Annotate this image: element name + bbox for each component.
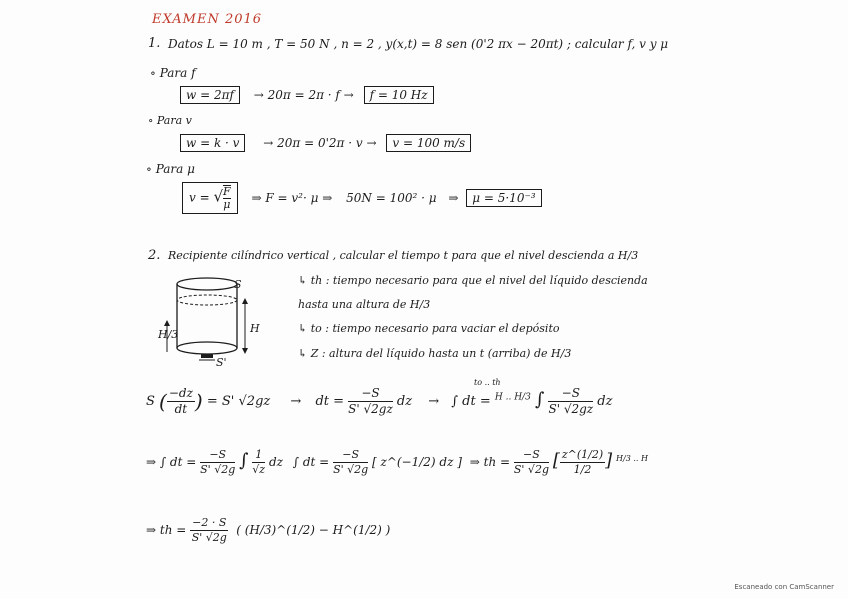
eq-f-box: w = 2πf [180, 86, 240, 104]
eq1-int-right-lims: H .. H/3 [494, 392, 531, 403]
eq3-lhs: ⇒ th = [146, 523, 187, 537]
note-z: ↳ Z : altura del líquido hasta un t (arriba) de H/3 [298, 347, 572, 360]
q1-statement: Datos L = 10 m , T = 50 N , n = 2 , y(x,t) = 8 sen (0'2 πx − 20πt) ; calcular f, v y μ [168, 37, 669, 51]
eq2-int: ∫ [239, 450, 249, 471]
eq1-frac-num: −dz [168, 386, 193, 400]
eq2-text1: ⇒ ∫ dt = [146, 455, 197, 469]
eq1-frac2-num: −S [348, 386, 393, 402]
eq-f-row [180, 86, 434, 104]
eq2-frac5-num: z^(1/2) [561, 448, 604, 461]
eq1-frac3-den: S' √2gz [548, 402, 594, 416]
eq1-row: S ( $\frac{-dz}{dt}$ ) = S' √2gz → dt = $\frac{-S}{S' √2gz}$ dz → ∫ dt = $^{H .. H/3}$ ∫ $\frac{-S}{S' √2gz}$ dz [146, 386, 613, 416]
tank-diagram [155, 270, 275, 370]
exam-title: EXAMEN 2016 [152, 12, 263, 27]
eq3-row [146, 516, 390, 545]
eq-mu-row [182, 182, 542, 214]
eq-v-row [180, 134, 471, 152]
eq1-arrow2: → [428, 394, 440, 409]
eq-mu-box-left: v = [189, 190, 210, 205]
eq-v-box: w = k · v [180, 134, 245, 152]
eq-mu-mid1: ⇒ F = v²· μ ⇒ [251, 190, 333, 205]
eq2-arrow: ⇒ th = [469, 455, 511, 469]
eq-f-result: f = 10 Hz [364, 86, 434, 104]
eq2-dz: dz [268, 455, 283, 469]
eq1-lhs: S [146, 394, 155, 409]
eq1-rhs: = S' √2gz [206, 394, 271, 409]
eq1-arrow: → [290, 394, 302, 409]
q1-para-f: ∘ Para f [150, 66, 196, 80]
eq2-frac2-den: √z [252, 463, 266, 476]
q1-para-mu: ∘ Para μ [146, 162, 195, 176]
eq1-frac2-den: S' √2gz [348, 402, 393, 416]
eq1-int-left: ∫ dt = [451, 394, 491, 409]
eq-mu-mid2: 50N = 100² · μ [346, 190, 437, 205]
note-to: ↳ to : tiempo necesario para vaciar el depósito [298, 322, 560, 335]
note-th: ↳ th : tiempo necesario para que el nivel del líquido descienda [298, 274, 648, 287]
eq1-frac-den: dt [174, 402, 188, 416]
tank-label-h3: H/3 [158, 328, 179, 341]
q2-number: 2. [148, 248, 161, 263]
note-th-cont: hasta una altura de H/3 [298, 298, 431, 311]
eq-v-result: v = 100 m/s [386, 134, 471, 152]
q1-para-v: ∘ Para v [148, 114, 192, 127]
eq2-frac1-num: −S [200, 448, 235, 463]
scanner-watermark: Escaneado con CamScanner [734, 583, 834, 591]
eq2-frac4-den: S' √2g [513, 463, 549, 476]
eq2-frac2-num: 1 [252, 448, 265, 463]
tank-label-s1: S' [216, 356, 227, 369]
eq2-frac3-den: S' √2g [333, 463, 369, 476]
eq-f-mid: → 20π = 2π · f → [253, 88, 354, 102]
eq-mu-arrow: ⇒ [448, 190, 459, 205]
q1-number: 1. [148, 36, 161, 51]
tank-label-H: H [250, 322, 260, 335]
eq3-rhs: ( (H/3)^(1/2) − H^(1/2) ) [236, 523, 391, 537]
eq2-frac5-den: 1/2 [573, 463, 592, 476]
eq2-frac4-num: −S [514, 448, 549, 463]
eq-mu-frac-den: μ [223, 198, 231, 211]
eq1-dz2: dz [597, 394, 613, 409]
q2-statement: Recipiente cilíndrico vertical , calcular el tiempo t para que el nivel descienda a H/3 [168, 249, 639, 262]
eq1-frac3-num: −S [548, 386, 593, 402]
eq2-int3: ∫ dt = [292, 455, 330, 469]
eq2-frac3-num: −S [333, 448, 368, 463]
eq-v-mid: → 20π = 0'2π · v → [263, 136, 377, 150]
eq1-dz: dz [396, 394, 413, 409]
eq2-bracket: [ z^(−1/2) dz ] [372, 455, 462, 469]
eq-mu-box: v = √ $\frac{F}{\mu}$ [182, 182, 238, 214]
tank-label-s: S [234, 278, 242, 291]
eq-mu-frac-num: F [223, 185, 231, 198]
eq3-frac-den: S' √2g [191, 531, 227, 544]
eq1-dt: dt = [315, 394, 345, 409]
eq2-frac1-den: S' √2g [200, 463, 236, 476]
eq1-int-left-lims: to .. th [474, 378, 501, 387]
eq2-lims: H/3 .. H [616, 454, 648, 463]
eq-mu-result: μ = 5·10⁻³ [466, 189, 541, 207]
eq2-row: ⇒ ∫ dt = $\frac{-S}{S' √2g}$ ∫ $\frac{1}{√z}$ dz ∫ dt = $\frac{-S}{S' √2g}$ [ z^(−1/2) dz ] ⇒ th = $\frac{-S}{S' √2g}$ [ $\frac{z\^{}(1/2)}{1/2}$ ] $^{H/3 .. H}$ [146, 448, 648, 476]
eq3-frac-num: −2 · S [192, 516, 227, 529]
